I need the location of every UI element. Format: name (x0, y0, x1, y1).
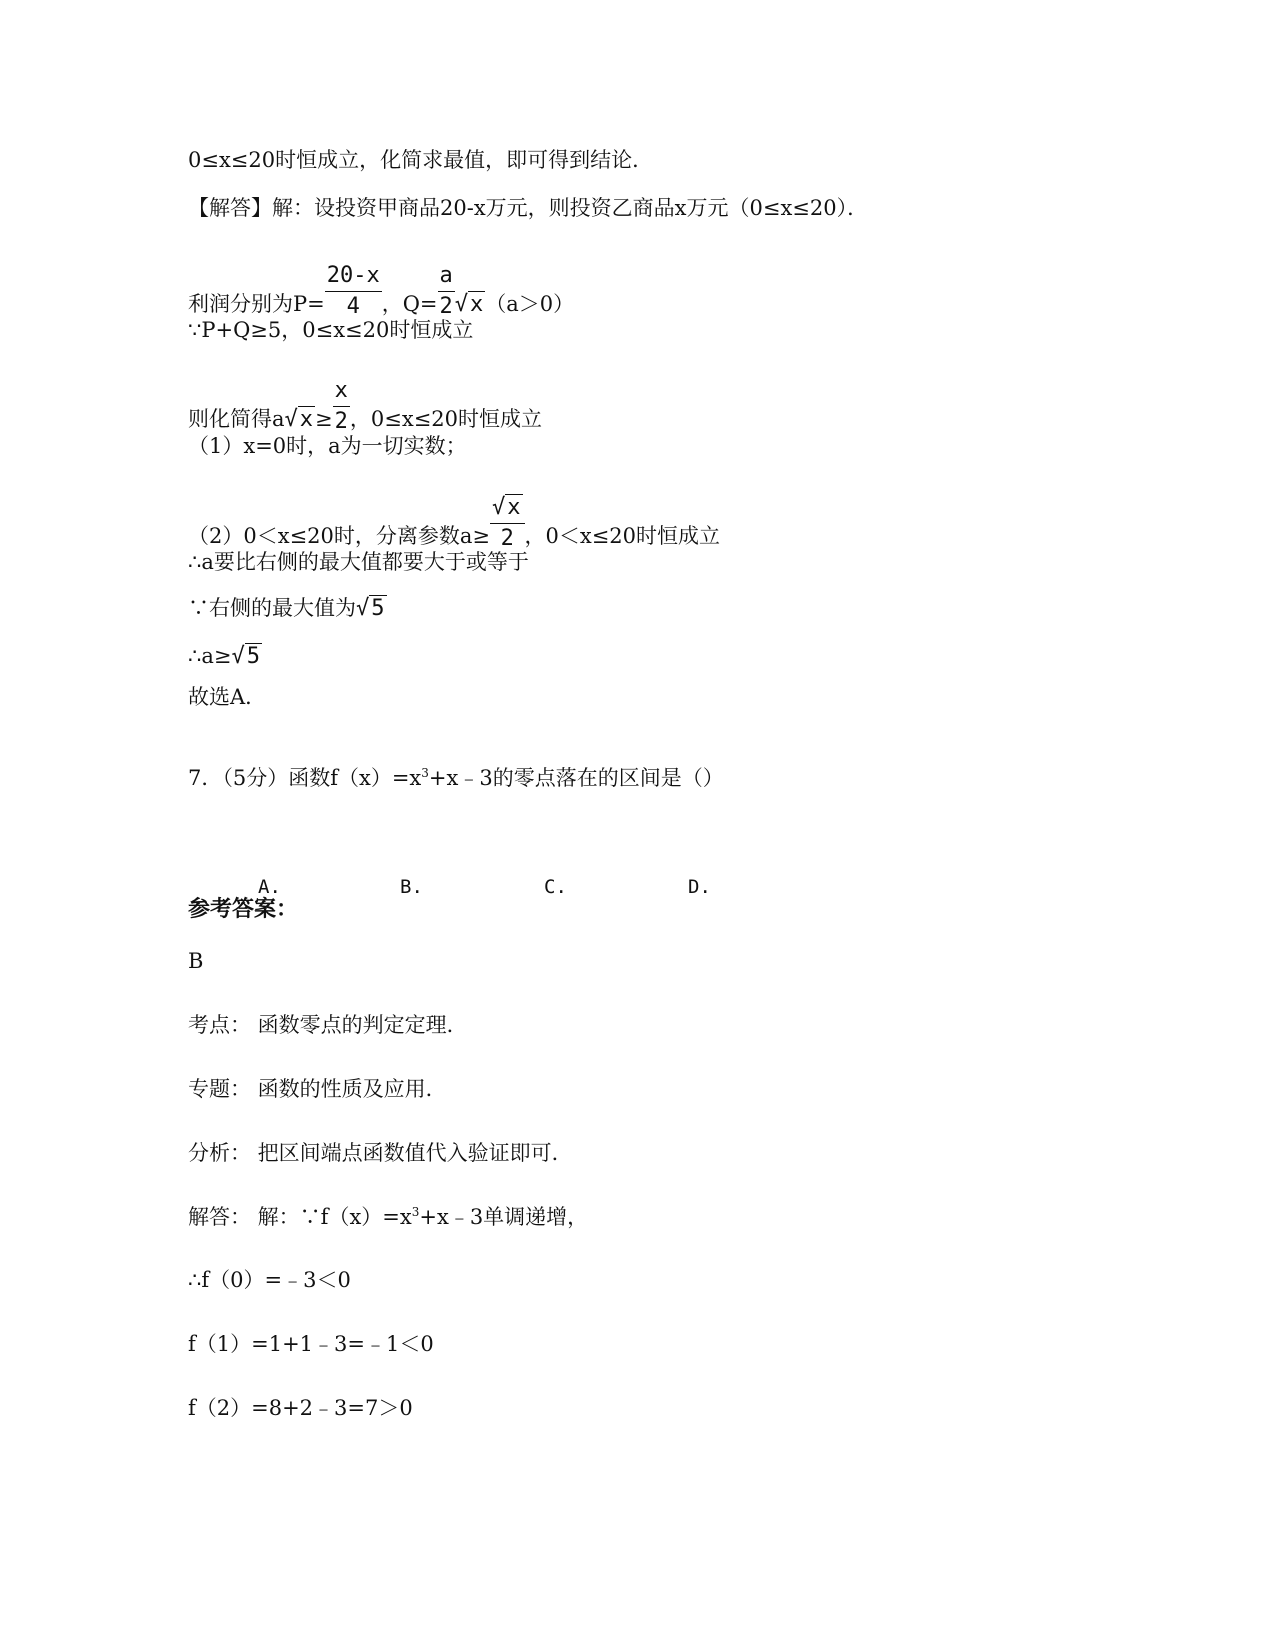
stem-prefix: 7．（5分）函数f（x）=x (188, 766, 422, 790)
fraction-sqrtx-over-2 (490, 496, 525, 551)
sqrt-x: √x (284, 407, 314, 433)
answer-fenxi: 分析： 把区间端点函数值代入验证即可． (188, 1141, 573, 1165)
solution-line-case1: （1）x=0时，a为一切实数； (188, 434, 467, 458)
option-d[interactable]: D. (688, 876, 711, 898)
sqrt-5: √5 (231, 644, 260, 669)
profit-condition: （a＞0） (485, 292, 575, 317)
simplify-suffix: ，0≤x≤20时恒成立 (349, 407, 543, 432)
fraction-numerator: x (333, 379, 350, 407)
option-b[interactable]: B. (400, 876, 423, 898)
answer-f2: f（2）=8+2﹣3=7＞0 (188, 1396, 413, 1420)
answer-kaodian: 考点： 函数零点的判定定理． (188, 1013, 468, 1037)
fraction-q-numerator: a (438, 264, 455, 292)
fraction-denominator: 2 (334, 409, 348, 435)
profit-q-label: ，Q= (381, 292, 438, 317)
fraction-p-numerator: 20-x (325, 264, 382, 292)
fraction-p-denominator: 4 (346, 294, 360, 320)
solution-line-therefore-a: ∴a要比右侧的最大值都要大于或等于 (188, 550, 529, 574)
solution-line-a-ge (188, 646, 262, 668)
jieda-prefix: 解答： 解：∵f（x）=x (188, 1205, 412, 1229)
answer-zhuanti: 专题： 函数的性质及应用． (188, 1077, 447, 1101)
solution-line-conclusion: 0≤x≤20时恒成立，化简求最值，即可得到结论． (188, 148, 654, 172)
jieda-suffix: +x﹣3单调递增， (419, 1205, 589, 1229)
answer-f1: f（1）=1+1﹣3=﹣1＜0 (188, 1332, 434, 1356)
a-ge-label: ∴a≥ (188, 644, 232, 668)
question-7-stem (188, 767, 724, 789)
answer-jieda (188, 1206, 588, 1228)
stem-suffix: +x﹣3的零点落在的区间是（） (428, 766, 724, 790)
option-a[interactable]: A. (258, 876, 281, 898)
simplify-prefix: 则化简得a (188, 407, 285, 432)
stem-superscript: 3 (421, 766, 429, 780)
case2-prefix: （2）0＜x≤20时，分离参数a≥ (188, 524, 490, 549)
sqrt-5: √5 (356, 596, 385, 621)
ge-symbol: ≥ (315, 407, 333, 432)
profit-label: 利润分别为P= (188, 292, 325, 317)
answer-tag: 【解答】 (188, 196, 272, 220)
answer-value: B (188, 949, 204, 973)
option-c[interactable]: C. (544, 876, 567, 898)
solution-line-answer-setup (188, 198, 868, 219)
sqrt-x: √x (454, 292, 484, 318)
solution-line-choice: 故选A． (188, 685, 267, 709)
jieda-superscript: 3 (411, 1205, 420, 1219)
fraction-p (325, 264, 382, 319)
reference-answer-heading: 参考答案： (188, 896, 299, 922)
solution-line-max-value (188, 598, 387, 620)
fraction-x-over-2 (333, 379, 350, 434)
fraction-q-denominator: 2 (439, 294, 453, 320)
max-value-label: ∵右侧的最大值为 (188, 596, 356, 620)
fraction-q (438, 264, 455, 319)
answer-setup-text: 解：设投资甲商品20-x万元，则投资乙商品x万元（0≤x≤20）． (272, 196, 869, 220)
fraction-numerator: √x (490, 496, 525, 524)
fraction-denominator: 2 (500, 526, 514, 552)
solution-line-constraint: ∵P+Q≥5，0≤x≤20时恒成立 (188, 318, 474, 342)
answer-f0: ∴f（0）=﹣3＜0 (188, 1268, 351, 1292)
case2-suffix: ，0＜x≤20时恒成立 (524, 524, 721, 549)
